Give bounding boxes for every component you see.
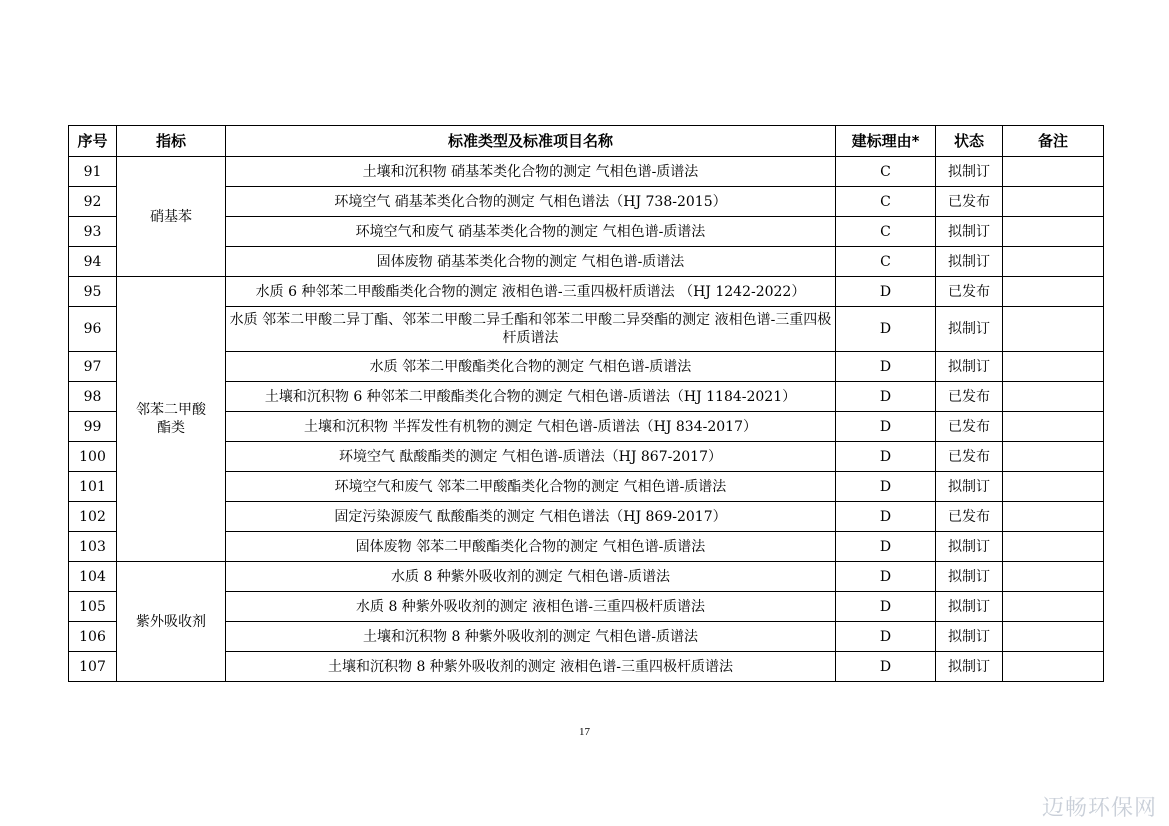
table-row bbox=[69, 157, 1104, 187]
note-cell bbox=[1003, 412, 1104, 442]
table-row bbox=[69, 562, 1104, 592]
status-cell: 拟制订 bbox=[936, 532, 1003, 562]
reason-cell: D bbox=[836, 502, 936, 532]
reason-cell: D bbox=[836, 622, 936, 652]
reason-cell: D bbox=[836, 532, 936, 562]
standard-name-cell: 土壤和沉积物 8 种紫外吸收剂的测定 液相色谱-三重四极杆质谱法 bbox=[226, 652, 836, 682]
serial-cell: 102 bbox=[69, 502, 117, 532]
standard-name-cell: 土壤和沉积物 硝基苯类化合物的测定 气相色谱-质谱法 bbox=[226, 157, 836, 187]
serial-cell: 93 bbox=[69, 217, 117, 247]
reason-cell: C bbox=[836, 217, 936, 247]
status-cell: 拟制订 bbox=[936, 472, 1003, 502]
serial-cell: 107 bbox=[69, 652, 117, 682]
note-cell bbox=[1003, 652, 1104, 682]
standard-name-cell: 环境空气 酞酸酯类的测定 气相色谱-质谱法（HJ 867-2017） bbox=[226, 442, 836, 472]
reason-cell: D bbox=[836, 562, 936, 592]
serial-cell: 96 bbox=[69, 307, 117, 352]
indicator-cell: 紫外吸收剂 bbox=[117, 562, 226, 682]
header-reason: 建标理由* bbox=[836, 126, 936, 157]
status-cell: 已发布 bbox=[936, 187, 1003, 217]
status-cell: 拟制订 bbox=[936, 157, 1003, 187]
serial-cell: 92 bbox=[69, 187, 117, 217]
table-body bbox=[69, 157, 1104, 682]
reason-cell: D bbox=[836, 592, 936, 622]
status-cell: 拟制订 bbox=[936, 622, 1003, 652]
header-note: 备注 bbox=[1003, 126, 1104, 157]
note-cell bbox=[1003, 622, 1104, 652]
serial-cell: 105 bbox=[69, 592, 117, 622]
note-cell bbox=[1003, 472, 1104, 502]
status-cell: 拟制订 bbox=[936, 652, 1003, 682]
reason-cell: D bbox=[836, 472, 936, 502]
status-cell: 已发布 bbox=[936, 277, 1003, 307]
indicator-cell: 邻苯二甲酸 酯类 bbox=[117, 277, 226, 562]
serial-cell: 94 bbox=[69, 247, 117, 277]
standard-name-cell: 环境空气和废气 邻苯二甲酸酯类化合物的测定 气相色谱-质谱法 bbox=[226, 472, 836, 502]
reason-cell: D bbox=[836, 382, 936, 412]
standard-name-cell: 水质 邻苯二甲酸二异丁酯、邻苯二甲酸二异壬酯和邻苯二甲酸二异癸酯的测定 液相色谱-三重四极杆质谱法 bbox=[226, 307, 836, 352]
standard-name-cell: 土壤和沉积物 8 种紫外吸收剂的测定 气相色谱-质谱法 bbox=[226, 622, 836, 652]
standards-table bbox=[68, 125, 1104, 682]
header-standard-name: 标准类型及标准项目名称 bbox=[226, 126, 836, 157]
standard-name-cell: 固体废物 硝基苯类化合物的测定 气相色谱-质谱法 bbox=[226, 247, 836, 277]
serial-cell: 91 bbox=[69, 157, 117, 187]
serial-cell: 95 bbox=[69, 277, 117, 307]
note-cell bbox=[1003, 592, 1104, 622]
note-cell bbox=[1003, 562, 1104, 592]
status-cell: 已发布 bbox=[936, 442, 1003, 472]
note-cell bbox=[1003, 187, 1104, 217]
standard-name-cell: 固体废物 邻苯二甲酸酯类化合物的测定 气相色谱-质谱法 bbox=[226, 532, 836, 562]
note-cell bbox=[1003, 277, 1104, 307]
standard-name-cell: 水质 8 种紫外吸收剂的测定 液相色谱-三重四极杆质谱法 bbox=[226, 592, 836, 622]
page-number: 17 bbox=[579, 726, 590, 738]
status-cell: 拟制订 bbox=[936, 562, 1003, 592]
serial-cell: 103 bbox=[69, 532, 117, 562]
note-cell bbox=[1003, 532, 1104, 562]
note-cell bbox=[1003, 247, 1104, 277]
standard-name-cell: 水质 6 种邻苯二甲酸酯类化合物的测定 液相色谱-三重四极杆质谱法 （HJ 1242-2022） bbox=[226, 277, 836, 307]
status-cell: 拟制订 bbox=[936, 307, 1003, 352]
reason-cell: D bbox=[836, 652, 936, 682]
reason-cell: D bbox=[836, 352, 936, 382]
status-cell: 拟制订 bbox=[936, 592, 1003, 622]
note-cell bbox=[1003, 442, 1104, 472]
note-cell bbox=[1003, 382, 1104, 412]
serial-cell: 101 bbox=[69, 472, 117, 502]
reason-cell: D bbox=[836, 307, 936, 352]
status-cell: 已发布 bbox=[936, 382, 1003, 412]
standard-name-cell: 环境空气 硝基苯类化合物的测定 气相色谱法（HJ 738-2015） bbox=[226, 187, 836, 217]
reason-cell: C bbox=[836, 247, 936, 277]
header-serial: 序号 bbox=[69, 126, 117, 157]
standard-name-cell: 水质 8 种紫外吸收剂的测定 气相色谱-质谱法 bbox=[226, 562, 836, 592]
note-cell bbox=[1003, 352, 1104, 382]
status-cell: 已发布 bbox=[936, 412, 1003, 442]
status-cell: 拟制订 bbox=[936, 217, 1003, 247]
standard-name-cell: 土壤和沉积物 6 种邻苯二甲酸酯类化合物的测定 气相色谱-质谱法（HJ 1184-2021） bbox=[226, 382, 836, 412]
serial-cell: 98 bbox=[69, 382, 117, 412]
reason-cell: D bbox=[836, 412, 936, 442]
serial-cell: 104 bbox=[69, 562, 117, 592]
standard-name-cell: 土壤和沉积物 半挥发性有机物的测定 气相色谱-质谱法（HJ 834-2017） bbox=[226, 412, 836, 442]
note-cell bbox=[1003, 307, 1104, 352]
note-cell bbox=[1003, 502, 1104, 532]
header-indicator: 指标 bbox=[117, 126, 226, 157]
standard-name-cell: 固定污染源废气 酞酸酯类的测定 气相色谱法（HJ 869-2017） bbox=[226, 502, 836, 532]
serial-cell: 100 bbox=[69, 442, 117, 472]
watermark-logo: 迈畅环保网 bbox=[1041, 796, 1157, 821]
status-cell: 拟制订 bbox=[936, 352, 1003, 382]
serial-cell: 106 bbox=[69, 622, 117, 652]
reason-cell: D bbox=[836, 442, 936, 472]
standard-name-cell: 环境空气和废气 硝基苯类化合物的测定 气相色谱-质谱法 bbox=[226, 217, 836, 247]
reason-cell: C bbox=[836, 187, 936, 217]
note-cell bbox=[1003, 217, 1104, 247]
note-cell bbox=[1003, 157, 1104, 187]
table-row bbox=[69, 277, 1104, 307]
reason-cell: D bbox=[836, 277, 936, 307]
header-status: 状态 bbox=[936, 126, 1003, 157]
serial-cell: 99 bbox=[69, 412, 117, 442]
status-cell: 已发布 bbox=[936, 502, 1003, 532]
serial-cell: 97 bbox=[69, 352, 117, 382]
indicator-cell: 硝基苯 bbox=[117, 157, 226, 277]
status-cell: 拟制订 bbox=[936, 247, 1003, 277]
standard-name-cell: 水质 邻苯二甲酸酯类化合物的测定 气相色谱-质谱法 bbox=[226, 352, 836, 382]
header-row bbox=[69, 126, 1104, 157]
reason-cell: C bbox=[836, 157, 936, 187]
